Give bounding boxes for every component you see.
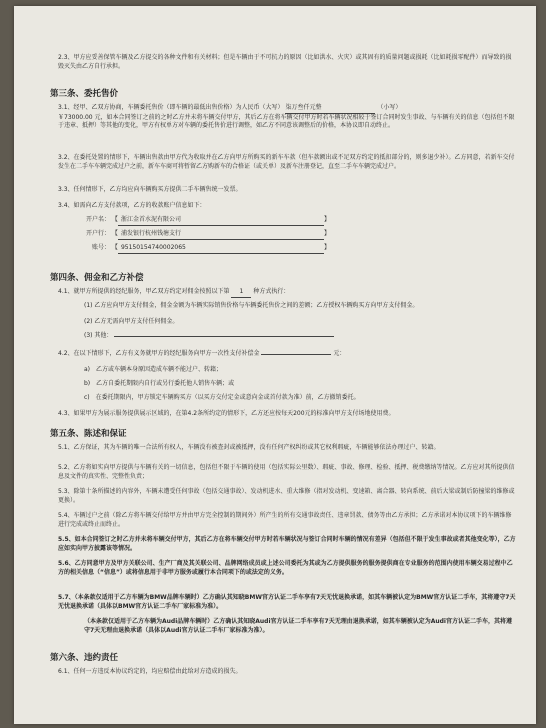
section-4-heading: 第四条、佣金和乙方补偿 [50,273,144,283]
clause-5-7-bmw: 5.7、（本条款仅适用于乙方车辆为BMW品牌车辆时）乙方确认其知晓BMW官方认证二手车享有7天无忧退换承诺，如其车辆被认定为BMW官方认证二手车，其将遵守7天无忧退换承诺（具体以BMW官方认证二手车厂家标准为准）。 [58,594,516,610]
contract-page [14,6,536,724]
clause-4-1-option-2: (2) 乙方无需向甲方支付任何佣金。 [84,318,179,325]
clause-4-2: 4.2、在以下情形下，乙方有义务就甲方的经纪服务向甲方一次性支付补偿金 元： [58,350,346,357]
clause-4-1-option-1: (1) 乙方应向甲方支付佣金，佣金金额为车辆实际销售价格与车辆委托售价之间的差额；乙方授权车辆购买方向甲方支付佣金。 [84,302,419,309]
clause-4-1: 4.1、就甲方所提供的经纪服务，甲乙双方约定对佣金按照以下第 1 种方式执行： [58,288,516,298]
account-bank-row: 开户行： 【 浦发银行杭州钱塘支行 】 [86,230,516,240]
clause-5-4: 5.4、车辆过户之前（除乙方将车辆交付给甲方并由甲方完全控制的期间外）所产生的所有交通事故责任、违章罚款、债务等由乙方承担；乙方承诺对本协议项下的车辆维修进行完成或终止而终止。 [58,512,512,528]
clause-5-1: 5.1、乙方保证，其为车辆的唯一合法所有权人，车辆没有被查封或被抵押，没有任何产权纠纷或其它权利瑕疵，车辆能够依法办理过户、转籍。 [58,444,440,451]
account-name: 浙江金首水泥有限公司 [118,216,324,226]
section-5-heading: 第五条、陈述和保证 [50,429,127,439]
clause-4-3: 4.3、如果甲方为展示服务提供展示区域的，在第4.2条所约定的情形下，乙方还应按每天200元的标准向甲方支付场地使用费。 [58,410,395,417]
clause-5-3: 5.3、除第十条所描述的内容外，车辆未遭受任何事故（包括交通事故）、发动机进水、重大维修（指对发动机、变速箱、离合器、转向系统、前后大梁或制后防撞梁的维修或更换）。 [58,488,515,504]
section-6-heading: 第六条、违约责任 [50,653,119,663]
clause-4-2-a: a) 乙方或车辆本身原因造成车辆不能过户、转籍； [84,366,223,373]
clause-6-1: 6.1、任何一方违反本协议约定的，均应赔偿由此给对方造成的损失。 [58,668,242,675]
account-name-row: 开户名： 【 浙江金首水泥有限公司 】 [86,216,516,226]
clause-3-2: 3.2、在委托处置的情形下，车辆出售款由甲方代为收取并在乙方向甲方所购买的新车车款（但车款额出或不足双方约定的抵扣部分的，则多退少补）。乙方同意，若新车交付发生在二手车车辆完成过户之前，新车车商可将暂留乙方购新车的合格证（或关单）及新车注册登记，直至二手车车辆完成过户。 [58,154,515,170]
account-bank: 浦发银行杭州钱塘支行 [118,230,324,240]
clause-5-6: 5.6、乙方同意甲方及甲方关联公司、生产厂商及其关联公司、品牌网络成员或上述公司委托为其或为乙方提供服务的服务提供商在专业服务的范围内使用车辆交易过程中乙方的相关信息（“信息”）或将信息用于非甲方服务或履行本合同项下的或法定的义务。 [58,560,513,576]
clause-4-2-c: c) 在委托期限内，甲方锁定车辆购买方（以买方交付定金或意向金或首付款为准）前，乙方撤销委托。 [84,394,360,401]
account-number: 95150154740002065 [118,244,324,254]
section-3-heading: 第三条、委托售价 [50,89,119,99]
clause-5-5: 5.5、如本合同签订之时乙方并未将车辆交付甲方，其后乙方在将车辆交付甲方时若车辆状况与签订合同时车辆的情况有差异（包括但不限于发生事故或者其他变化等），乙方应如实向甲方披露该等情况。 [58,536,516,552]
clause-4-2-b: b) 乙方自委托期限内自行或另行委托他人销售车辆；或 [84,380,235,387]
clause-4-1-option-3: (3) 其他： [58,332,516,341]
price-uppercase: 柒万叁仟元整 [285,104,375,114]
clause-3-4: 3.4、如需向乙方支付款项，乙方的收款账户信息如下： [58,202,206,209]
account-number-row: 账号： 【 95150154740002065 】 [86,244,516,254]
clause-3-3: 3.3、任何情形下，乙方均应向车辆购买方提供二手车辆售统一发票。 [58,186,242,193]
clause-5-2: 5.2、乙方将如实向甲方提供与车辆有关的一切信息，包括但不限于车辆的使用（包括实际公里数）、瑕疵、事故、修理、检验、抵押、税费缴纳等情况。乙方应对其所提供信息及文件的真实性、完整性负责； [58,464,515,480]
clause-5-7-audi: （本条款仅适用于乙方车辆为Audi品牌车辆时）乙方确认其知晓Audi官方认证二手车享有7天无理由退换承诺，如其车辆被认定为Audi官方认证二手车，其将遵守7天无理由退换承诺（具体以Audi官方认证二手车厂家标准为准）。 [84,618,512,634]
clause-3-1: 3.1、经甲、乙双方协商，车辆委托售价（即车辆的最低出售价格）为人民币（大写） 柒万叁仟元整 （小写） ￥73000.00 元，如本合同签订之前的之时乙方并未将车辆交付甲方，其后乙方在将车辆交付甲方时若车辆状况相较于签订合同时发生事故、与车辆有关的信息（包括但不限于违章、抵押）等其他的变化，甲方有权单方对车辆的委托售价进行调整，如乙方不同意该调整后的价格，本协议即自动终止。 [58,104,515,130]
clause-2-3: 2.3、甲方应妥善保管车辆及乙方提交的各种文件和有关材料；但是车辆由于不可抗力的原因（比如洪水、火灾）或其固有的质量问题或损耗（比如耗损零配件）而导致的损毁灭失由乙方自行承担。 [58,54,512,70]
